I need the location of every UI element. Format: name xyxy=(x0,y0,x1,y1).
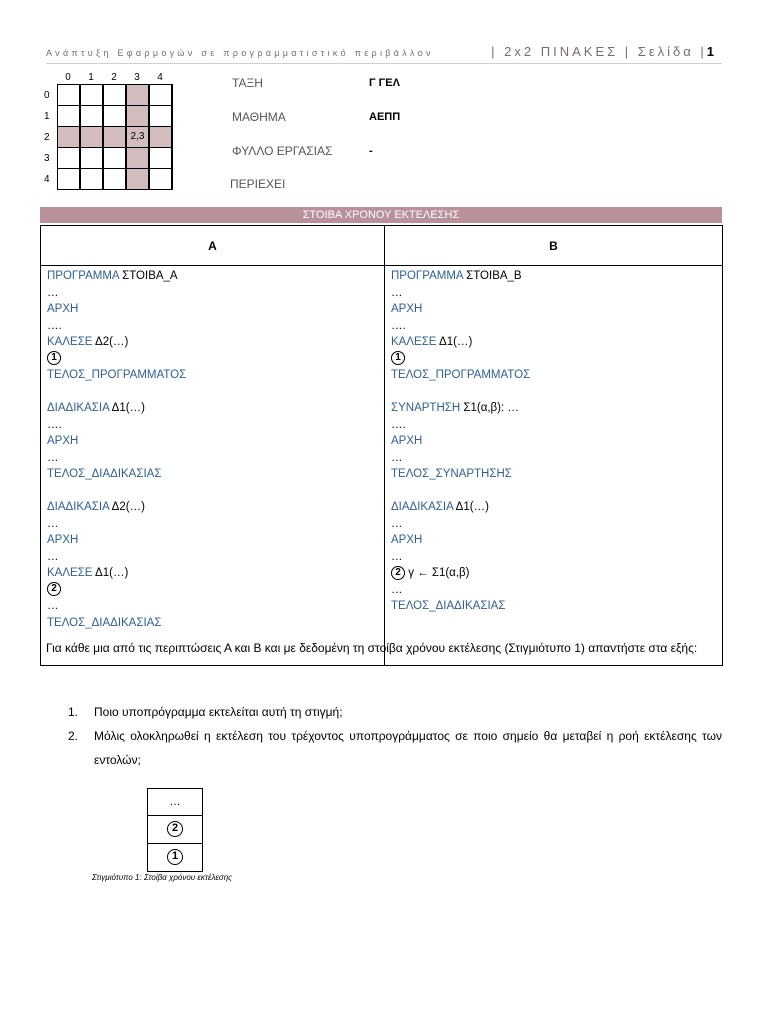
stack-caption: Στιγμιότυπο 1: Στοίβα χρόνου εκτέλεσης xyxy=(92,873,233,882)
code-line xyxy=(47,582,378,599)
circle-marker-2: 2 xyxy=(167,821,183,837)
grid-cell xyxy=(103,168,126,190)
grid-cell xyxy=(149,84,172,106)
circle-marker-2: 2 xyxy=(391,566,405,580)
row-label: 2 xyxy=(44,132,50,143)
grid-cell xyxy=(103,147,126,169)
question-text: Ποιο υποπρόγραμμα εκτελείται αυτή τη στιγμή; xyxy=(94,705,343,719)
worksheet-value: - xyxy=(369,145,373,157)
code-line: ΤΕΛΟΣ_ΠΡΟΓΡΑΜΜΑΤΟΣ xyxy=(47,369,187,381)
instructions-intro: Για κάθε μια από τις περιπτώσεις Α και Β και με δεδομένη τη στοίβα χρόνου εκτέλεσης (Στιγμιότυπο 1) απαντήστε στα εξής: xyxy=(46,641,698,655)
code-line: … xyxy=(391,583,403,596)
grid-table xyxy=(57,84,173,190)
code-line: …. xyxy=(47,418,62,431)
code-line: … xyxy=(47,517,59,530)
code-line: … xyxy=(47,451,59,464)
row-label: 0 xyxy=(44,90,50,101)
grid-cell-highlight xyxy=(126,168,149,190)
col-label: 1 xyxy=(88,72,94,83)
code-line: …. xyxy=(391,418,406,431)
grid-cell xyxy=(103,105,126,127)
col-b-code xyxy=(385,266,723,666)
question-number: 2. xyxy=(68,729,79,743)
grid-cell-highlight xyxy=(126,105,149,127)
code-line: ΠΡΟΓΡΑΜΜΑ ΣΤΟΙΒΑ_Β xyxy=(391,270,522,282)
code-line: …. xyxy=(47,319,62,332)
worksheet-label: ΦΥΛΛΟ ΕΡΓΑΣΙΑΣ xyxy=(232,144,333,158)
code-line: 2 γ ← Σ1(α,β) xyxy=(391,565,716,582)
code-line: ΤΕΛΟΣ_ΔΙΑΔΙΚΑΣΙΑΣ xyxy=(47,616,162,629)
grid-cell-highlight xyxy=(126,84,149,106)
row-label: 3 xyxy=(44,153,50,164)
code-line: ΤΕΛΟΣ_ΠΡΟΓΡΑΜΜΑΤΟΣ xyxy=(391,369,531,381)
grid-cell xyxy=(80,105,103,127)
code-line: ΑΡΧΗ xyxy=(391,303,423,315)
section-banner: ΣΤΟΙΒΑ ΧΡΟΝΟΥ ΕΚΤΕΛΕΣΗΣ xyxy=(40,207,722,223)
code-line: … xyxy=(391,286,403,299)
grid-cell xyxy=(57,168,80,190)
code-line: ΚΑΛΕΣΕ Δ1(…) xyxy=(391,336,473,348)
row-label: 1 xyxy=(44,111,50,122)
code-line: ΤΕΛΟΣ_ΔΙΑΔΙΚΑΣΙΑΣ xyxy=(47,468,162,480)
grid-cell-highlight xyxy=(126,147,149,169)
header-page-label: Σελίδα xyxy=(637,44,694,59)
grid-cell xyxy=(57,147,80,169)
code-line: ΚΑΛΕΣΕ Δ2(…) xyxy=(47,336,129,348)
code-line: ΔΙΑΔΙΚΑΣΙΑ Δ1(…) xyxy=(47,402,145,414)
class-label: ΤΑΞΗ xyxy=(232,76,263,90)
grid-cell xyxy=(103,84,126,106)
code-line: ΠΡΟΓΡΑΜΜΑ ΣΤΟΙΒΑ_Α xyxy=(47,270,178,282)
code-line: … xyxy=(47,600,59,612)
grid-cell xyxy=(149,105,172,127)
stack-frame-top: … xyxy=(147,788,203,816)
code-line: ΑΡΧΗ xyxy=(47,303,79,315)
header-right: | 2x2 ΠΙΝΑΚΕΣ | Σελίδα |1 xyxy=(491,44,714,59)
code-line: ΑΡΧΗ xyxy=(47,534,79,546)
code-line: … xyxy=(391,451,403,464)
header-section: 2x2 ΠΙΝΑΚΕΣ xyxy=(504,44,619,59)
header-subtitle: Ανάπτυξη Εφαρμογών σε προγραμματιστικό περιβάλλον xyxy=(46,48,434,58)
code-line: ΑΡΧΗ xyxy=(391,435,423,447)
code-line: …. xyxy=(391,319,406,332)
code-line: ΔΙΑΔΙΚΑΣΙΑ Δ2(…) xyxy=(47,501,145,513)
stack-frame xyxy=(147,844,203,872)
col-label: 3 xyxy=(134,72,140,83)
circle-marker-1: 1 xyxy=(167,849,183,865)
question-number: 1. xyxy=(68,705,79,719)
col-b-header: Β xyxy=(385,226,723,266)
grid-cell xyxy=(80,84,103,106)
grid-cell-marked: 2,3 xyxy=(126,126,149,148)
code-line: … xyxy=(391,517,403,530)
page-number: 1 xyxy=(706,44,714,59)
col-a-code xyxy=(41,266,385,666)
grid-cell-highlight xyxy=(57,126,80,148)
code-table xyxy=(40,225,723,666)
code-line xyxy=(391,351,716,368)
col-a-header: Α xyxy=(41,226,385,266)
circle-marker-1: 1 xyxy=(391,351,405,365)
subject-label: ΜΑΘΗΜΑ xyxy=(232,110,286,124)
code-line: ΑΡΧΗ xyxy=(47,435,79,447)
class-value: Γ ΓΕΛ xyxy=(369,77,400,89)
contents-label: ΠΕΡΙΕΧΕΙ xyxy=(230,177,286,191)
runtime-stack xyxy=(147,788,203,872)
grid-cell xyxy=(149,147,172,169)
grid-cell xyxy=(80,147,103,169)
page-header xyxy=(46,44,722,64)
col-label: 2 xyxy=(111,72,117,83)
col-label: 0 xyxy=(65,72,71,83)
row-label: 4 xyxy=(44,174,50,185)
grid-cell xyxy=(57,105,80,127)
grid-cell-highlight xyxy=(80,126,103,148)
question-text: Μόλις ολοκληρωθεί η εκτέλεση του τρέχοντος υποπρογράμματος σε ποιο σημείο θα μεταβεί η ροή εκτέλεσης των εντολών; xyxy=(94,729,722,767)
code-line: … xyxy=(47,286,59,299)
circle-marker-2: 2 xyxy=(47,582,61,596)
grid-cell xyxy=(57,84,80,106)
code-line: ΑΡΧΗ xyxy=(391,534,423,546)
grid-cell-highlight xyxy=(103,126,126,148)
code-line: ΤΕΛΟΣ_ΣΥΝΑΡΤΗΣΗΣ xyxy=(391,468,512,480)
grid-cell-highlight xyxy=(149,126,172,148)
code-line: ΚΑΛΕΣΕ Δ1(…) xyxy=(47,567,129,579)
code-line: … xyxy=(47,550,59,563)
grid-cell xyxy=(149,168,172,190)
code-line: … xyxy=(391,550,403,563)
grid-cell xyxy=(80,168,103,190)
circle-marker-1: 1 xyxy=(47,351,61,365)
subject-value: ΑΕΠΠ xyxy=(369,111,401,123)
code-line: ΣΥΝΑΡΤΗΣΗ Σ1(α,β): … xyxy=(391,402,519,414)
code-line xyxy=(47,351,378,368)
code-line: ΔΙΑΔΙΚΑΣΙΑ Δ1(…) xyxy=(391,501,489,513)
code-line: ΤΕΛΟΣ_ΔΙΑΔΙΚΑΣΙΑΣ xyxy=(391,600,506,612)
col-label: 4 xyxy=(157,72,163,83)
stack-frame xyxy=(147,816,203,844)
